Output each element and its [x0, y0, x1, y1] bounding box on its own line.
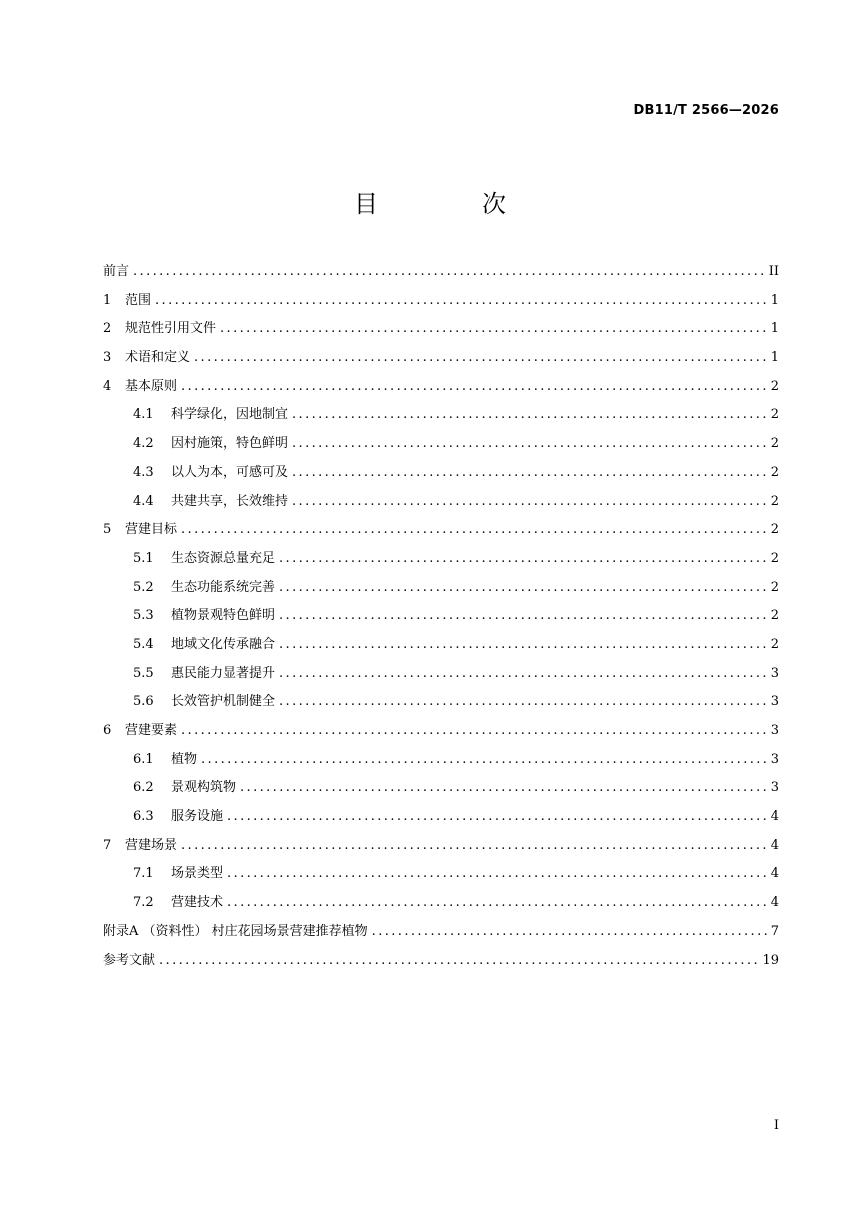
toc-entry[interactable] — [103, 631, 779, 660]
toc-entry-page: 3 — [770, 723, 779, 738]
toc-entry[interactable] — [103, 889, 779, 918]
toc-dot-leader — [292, 488, 768, 517]
toc-dot-leader — [220, 315, 768, 344]
toc-entry[interactable] — [103, 803, 779, 832]
toc-entry[interactable] — [103, 717, 779, 746]
toc-entry[interactable] — [103, 516, 779, 545]
toc-entry[interactable] — [103, 315, 779, 344]
toc-dot-leader — [181, 832, 768, 861]
toc-entry[interactable] — [103, 344, 779, 373]
toc-entry-page: 4 — [770, 866, 779, 882]
toc-entry-number: 5.2 — [133, 579, 154, 595]
toc-entry[interactable] — [103, 947, 779, 976]
toc-entry-label: 营建目标 — [125, 522, 178, 538]
toc-entry-label: 以人为本，可感可及 — [171, 464, 289, 480]
toc-entry-page: 2 — [770, 522, 779, 538]
toc-dot-leader — [159, 947, 759, 976]
toc-dot-leader — [372, 918, 768, 947]
toc-entry[interactable] — [103, 545, 779, 574]
toc-dot-leader — [133, 258, 766, 287]
toc-dot-leader — [292, 459, 768, 488]
toc-entry-number: 6.1 — [133, 751, 154, 767]
toc-entry-label: 营建技术 — [171, 895, 224, 911]
toc-entry-page: 3 — [770, 751, 779, 767]
toc-entry-page: 2 — [770, 550, 779, 566]
toc-entry[interactable] — [103, 774, 779, 803]
toc-dot-leader — [292, 401, 768, 430]
toc-entry-number: 3 — [103, 350, 112, 366]
toc-entry-number: 6.3 — [133, 809, 154, 825]
toc-entry-number: 5.4 — [133, 636, 154, 652]
toc-entry[interactable] — [103, 488, 779, 517]
toc-dot-leader — [227, 803, 768, 832]
toc-entry-page: 2 — [770, 579, 779, 595]
toc-entry[interactable] — [103, 832, 779, 861]
toc-entry[interactable] — [103, 401, 779, 430]
toc-entry-number: 4.2 — [133, 436, 154, 452]
toc-dot-leader — [279, 688, 768, 717]
toc-entry-number: 5.1 — [133, 550, 154, 566]
toc-dot-leader — [181, 373, 768, 402]
toc-dot-leader — [279, 660, 768, 689]
toc-entry-label: 长效管护机制健全 — [171, 694, 276, 710]
toc-dot-leader — [181, 717, 768, 746]
toc-entry-label: 生态资源总量充足 — [171, 550, 276, 566]
toc-entry-label: 附录A （资料性） 村庄花园场景营建推荐植物 — [103, 923, 368, 939]
toc-entry-page: 2 — [770, 493, 779, 509]
toc-dot-leader — [292, 430, 768, 459]
toc-entry-page: 19 — [762, 952, 779, 968]
toc-entry-page: 2 — [770, 378, 779, 394]
toc-entry-number: 4.1 — [133, 407, 154, 423]
toc-entry-page: 3 — [770, 780, 779, 796]
toc-entry-page: II — [768, 264, 779, 279]
toc-entry-number: 1 — [103, 292, 112, 308]
toc-entry-label: 科学绿化，因地制宜 — [171, 407, 289, 423]
toc-entry-page: 4 — [770, 809, 779, 825]
toc-entry-page: 4 — [770, 837, 779, 853]
toc-entry[interactable] — [103, 688, 779, 717]
toc-dot-leader — [155, 287, 768, 316]
toc-entry-page: 2 — [770, 608, 779, 624]
toc-entry-label: 地域文化传承融合 — [171, 636, 276, 652]
toc-entry-page: 1 — [770, 321, 779, 337]
toc-entry[interactable] — [103, 602, 779, 631]
toc-entry-label: 场景类型 — [171, 866, 224, 882]
toc-entry[interactable] — [103, 373, 779, 402]
toc-dot-leader — [279, 631, 768, 660]
toc-entry-label: 参考文献 — [103, 952, 156, 968]
toc-dot-leader — [227, 889, 768, 918]
toc-entry-label: 营建场景 — [125, 837, 178, 853]
toc-entry-label: 景观构筑物 — [171, 780, 237, 796]
toc-entry-label: 范围 — [125, 292, 152, 308]
toc-entry[interactable] — [103, 430, 779, 459]
toc-dot-leader — [181, 516, 768, 545]
toc-dot-leader — [279, 545, 768, 574]
toc-entry-number: 5.6 — [133, 694, 154, 710]
toc-entry-label: 营建要素 — [125, 723, 178, 738]
page-title: 目 次 — [354, 190, 546, 218]
toc-entry-label: 共建共享，长效维持 — [171, 493, 289, 509]
toc-entry-number: 4 — [103, 378, 112, 394]
toc-entry-page: 3 — [770, 694, 779, 710]
toc-entry-page: 2 — [770, 636, 779, 652]
toc-entry-number: 5.3 — [133, 608, 154, 624]
toc-entry[interactable] — [103, 918, 779, 947]
toc-entry-number: 7.1 — [133, 866, 154, 882]
toc-entry[interactable] — [103, 746, 779, 775]
toc-entry-number: 2 — [103, 321, 112, 337]
toc-entry[interactable] — [103, 459, 779, 488]
toc-dot-leader — [194, 344, 768, 373]
toc-entry-number: 4.3 — [133, 464, 154, 480]
table-of-contents — [103, 258, 779, 975]
toc-dot-leader — [201, 746, 768, 775]
page-number: I — [773, 1118, 779, 1133]
toc-entry-label: 服务设施 — [171, 809, 224, 825]
toc-entry-number: 7 — [103, 837, 112, 853]
toc-entry[interactable] — [103, 258, 779, 287]
toc-entry-label: 因村施策，特色鲜明 — [171, 436, 289, 452]
toc-dot-leader — [227, 860, 768, 889]
toc-entry-number: 7.2 — [133, 895, 154, 911]
document-code: DB11/T 2566—2026 — [633, 103, 779, 118]
toc-entry-number: 5 — [103, 522, 112, 538]
toc-dot-leader — [240, 774, 768, 803]
toc-entry-label: 惠民能力显著提升 — [171, 665, 276, 681]
toc-entry[interactable] — [103, 287, 779, 316]
toc-entry-label: 规范性引用文件 — [125, 321, 217, 337]
toc-entry-page: 3 — [770, 665, 779, 681]
toc-entry-page: 1 — [770, 350, 779, 366]
toc-entry-label: 生态功能系统完善 — [171, 579, 276, 595]
toc-entry-label: 术语和定义 — [125, 350, 191, 366]
toc-dot-leader — [279, 602, 768, 631]
toc-entry-page: 2 — [770, 407, 779, 423]
toc-entry-page: 2 — [770, 464, 779, 480]
toc-entry[interactable] — [103, 860, 779, 889]
toc-entry-page: 2 — [770, 436, 779, 452]
toc-entry-number: 4.4 — [133, 493, 154, 509]
toc-entry-label: 植物 — [171, 751, 198, 767]
toc-dot-leader — [279, 574, 768, 603]
toc-entry-page: 7 — [770, 923, 779, 939]
toc-entry[interactable] — [103, 574, 779, 603]
toc-entry-number: 5.5 — [133, 665, 154, 681]
toc-entry-label: 基本原则 — [125, 378, 178, 394]
toc-entry-label: 植物景观特色鲜明 — [171, 608, 276, 624]
toc-entry-number: 6 — [103, 723, 112, 738]
toc-entry-number: 6.2 — [133, 780, 154, 796]
toc-entry-page: 1 — [770, 292, 779, 308]
toc-entry[interactable] — [103, 660, 779, 689]
toc-entry-page: 4 — [770, 895, 779, 911]
toc-entry-label: 前言 — [103, 264, 130, 279]
